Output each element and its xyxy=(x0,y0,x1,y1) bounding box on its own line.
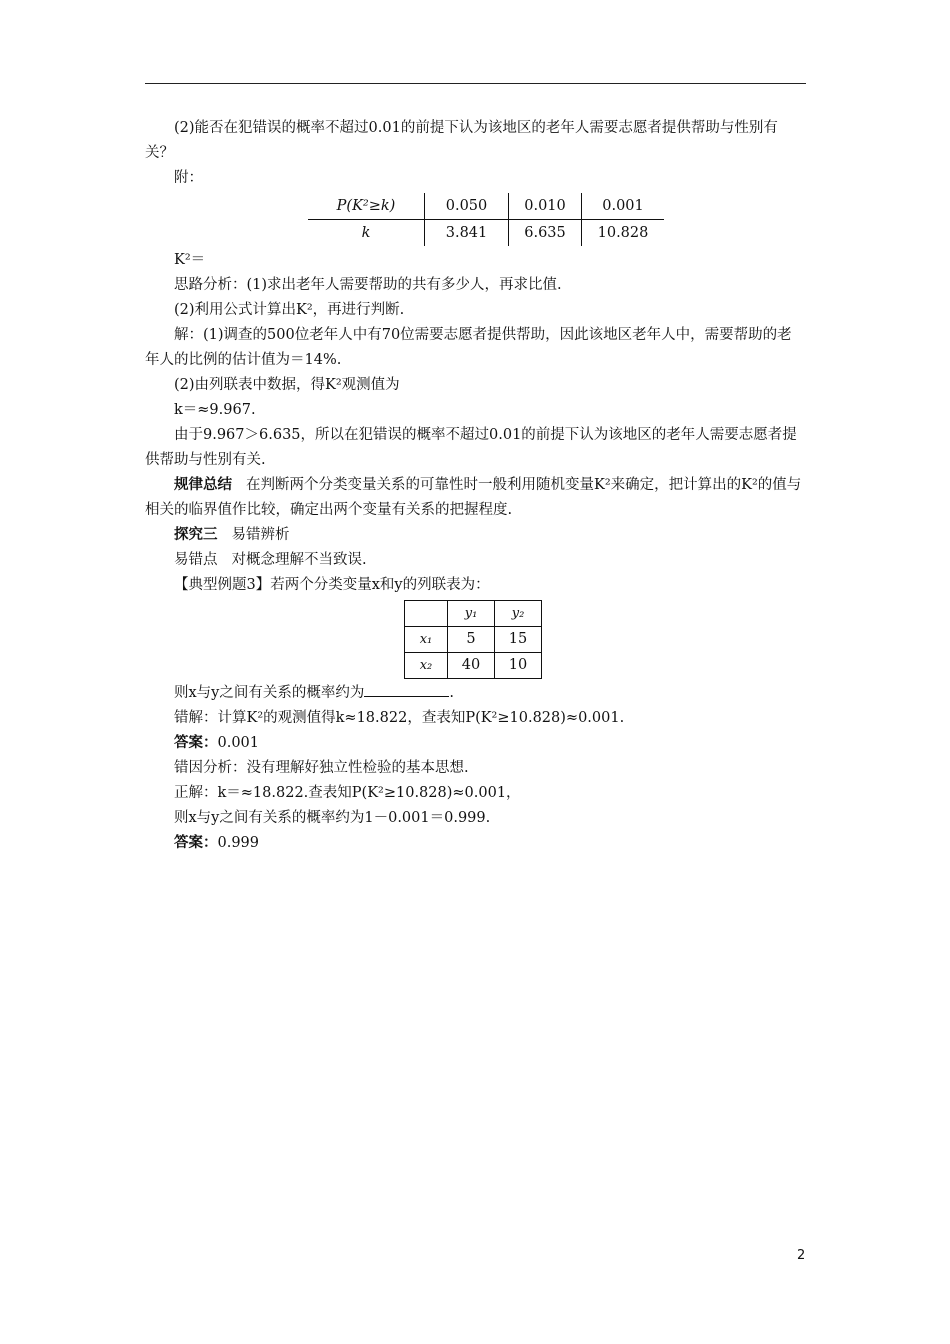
table-cell: 40 xyxy=(448,653,495,679)
question3 xyxy=(145,681,806,706)
p-value-cell: 0.050 xyxy=(425,193,509,220)
col-label: y₂ xyxy=(495,601,542,627)
header-k: k xyxy=(308,220,425,247)
error-point xyxy=(145,548,806,573)
solution-line-1: 解：(1)调查的500位老年人中有70位需要志愿者提供帮助，因此该地区老年人中，需要帮助的老年人的比例的估计值为＝14%. xyxy=(145,327,792,368)
row-label: x₁ xyxy=(405,627,448,653)
table-cell: 5 xyxy=(448,627,495,653)
table-cell: 10 xyxy=(495,653,542,679)
section3-title: 探究三 xyxy=(174,527,218,543)
critical-value-table xyxy=(308,193,664,246)
rule-summary xyxy=(145,473,806,523)
k-value-cell: 6.635 xyxy=(509,220,582,247)
error-point-label: 易错点 xyxy=(174,552,218,568)
rule-text: 在判断两个分类变量关系的可靠性时一般利用随机变量K²来确定，把计算出的K²的值与相关的临界值作比较，确定出两个变量有关系的把握程度. xyxy=(145,477,802,518)
col-label: y₁ xyxy=(448,601,495,627)
correct-answer: 0.999 xyxy=(217,835,260,851)
analysis-line-1: 思路分析：(1)求出老年人需要帮助的共有多少人，再求比值. xyxy=(174,277,562,293)
page-number: 2 xyxy=(797,1248,806,1263)
p-value-cell: 0.010 xyxy=(509,193,582,220)
answer-label: 答案： xyxy=(174,735,218,751)
header-rule xyxy=(145,83,806,84)
solution-line-4: 由于9.967＞6.635，所以在犯错误的概率不超过0.01的前提下认为该地区的老年人需要志愿者提供帮助与性别有关. xyxy=(145,427,797,468)
error-point-text: 对概念理解不当致误. xyxy=(231,552,367,568)
table-row xyxy=(308,193,664,220)
wrong-answer: 0.001 xyxy=(217,735,260,751)
answer-blank xyxy=(364,682,449,697)
table-row xyxy=(308,220,664,247)
row-label: x₂ xyxy=(405,653,448,679)
analysis-line-2: (2)利用公式计算出K²，再进行判断. xyxy=(174,302,405,318)
header-p: P(K²≥k) xyxy=(308,193,425,220)
p-value-cell: 0.001 xyxy=(582,193,665,220)
rule-title: 规律总结 xyxy=(174,477,232,493)
solution-line-2: (2)由列联表中数据，得K²观测值为 xyxy=(174,377,400,393)
correct-solution-1: 正解：k＝≈18.822.查表知P(K²≥10.828)≈0.001， xyxy=(174,785,521,801)
table-row xyxy=(405,627,542,653)
section3-heading xyxy=(145,523,806,548)
section3-subtitle: 易错辨析 xyxy=(231,527,290,543)
table-cell: 15 xyxy=(495,627,542,653)
correct-answer-line xyxy=(145,831,806,856)
example3-intro: 【典型例题3】若两个分类变量x和y的列联表为： xyxy=(174,577,490,593)
error-analysis: 错因分析：没有理解好独立性检验的基本思想. xyxy=(174,760,469,776)
question3-text: 则x与y之间有关系的概率约为 xyxy=(174,685,365,701)
k-value-cell: 10.828 xyxy=(597,224,649,241)
formula-label: K²＝ xyxy=(174,252,206,268)
wrong-solution: 错解：计算K²的观测值得k≈18.822，查表知P(K²≥10.828)≈0.001. xyxy=(174,710,625,726)
table-row xyxy=(405,601,542,627)
document-body xyxy=(145,116,806,856)
question3-end: . xyxy=(449,685,454,701)
table-row xyxy=(405,653,542,679)
correct-solution-2: 则x与y之间有关系的概率约为1－0.001＝0.999. xyxy=(174,810,491,826)
k-value-cell: 3.841 xyxy=(425,220,509,247)
contingency-table xyxy=(404,600,542,679)
wrong-answer-line xyxy=(145,731,806,756)
part2-question: (2)能否在犯错误的概率不超过0.01的前提下认为该地区的老年人需要志愿者提供帮助与性别有关？ xyxy=(145,120,778,161)
corner-cell xyxy=(405,601,448,627)
answer-label: 答案： xyxy=(174,835,218,851)
solution-line-3: k＝≈9.967. xyxy=(174,402,256,418)
appendix-label: 附： xyxy=(174,170,203,186)
